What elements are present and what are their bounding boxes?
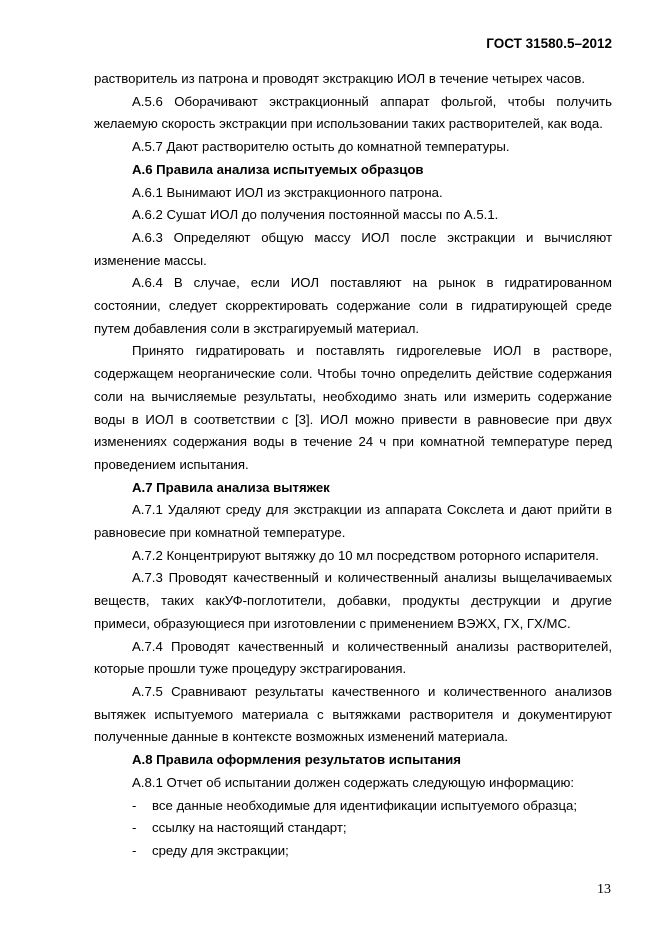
page-number: 13 (597, 882, 611, 897)
list-dash: - (132, 797, 137, 813)
list-item (94, 817, 612, 840)
paragraph: Принято гидратировать и поставлять гидрогелевые ИОЛ в растворе, содержащем неорганические соли. Чтобы точно определить действие содержания соли на вычисляемые результаты, необходимо знать или измерить содержание воды в ИОЛ в соответствии с [3]. ИОЛ можно привести в равновесие при двух изменениях содержания воды в течение 24 ч при комнатной температуре перед проведением испытания. (94, 343, 612, 472)
list-item-text: ссылку на настоящий стандарт; (152, 820, 347, 836)
paragraph: А.5.6 Оборачивают экстракционный аппарат фольгой, чтобы получить желаемую скорость экстракции при использовании таких растворителей, как вода. (94, 93, 612, 132)
paragraph: А.6.4 В случае, если ИОЛ поставляют на рынок в гидратированном состоянии, следует скорректировать содержание соли в гидратирующей среде путем добавления соли в экстрагируемый материал. (94, 275, 612, 336)
paragraph: А.7.1 Удаляют среду для экстракции из аппарата Сокслета и дают прийти в равновесие при комнатной температуре. (94, 502, 612, 541)
list-item-text: среду для экстракции; (152, 842, 289, 858)
paragraph: А.7.2 Концентрируют вытяжку до 10 мл посредством роторного испарителя. (132, 547, 599, 563)
list-dash: - (132, 820, 137, 836)
section-heading: А.8 Правила оформления результатов испытания (132, 752, 461, 768)
list-item-text: все данные необходимые для идентификации испытуемого образца; (152, 797, 577, 813)
paragraph: А.7.5 Сравнивают результаты качественного и количественного анализов вытяжек испытуемого материала с вытяжками растворителя и документируют полученные данные в контексте возможных изменений материала. (94, 683, 612, 745)
paragraph: растворитель из патрона и проводят экстракцию ИОЛ в течение четырех часов. (94, 71, 586, 86)
section-heading: А.6 Правила анализа испытуемых образцов (132, 161, 424, 177)
list-item (94, 840, 612, 863)
standard-header: ГОСТ 31580.5–2012 (486, 36, 612, 51)
paragraph: А.6.2 Сушат ИОЛ до получения постоянной массы по А.5.1. (132, 207, 499, 223)
section-heading: А.7 Правила анализа вытяжек (132, 479, 330, 495)
paragraph: А.8.1 Отчет об испытании должен содержать следующую информацию: (132, 774, 575, 790)
list-item (94, 795, 612, 818)
paragraph: А.6.3 Определяют общую массу ИОЛ после экстракции и вычисляют изменение массы. (94, 229, 612, 268)
paragraph: А.5.7 Дают растворителю остыть до комнатной температуры. (132, 139, 510, 155)
paragraph: А.6.1 Вынимают ИОЛ из экстракционного патрона. (132, 184, 443, 200)
paragraph: А.7.3 Проводят качественный и количественный анализы выщелачиваемых веществ, таких какУФ-поглотители, добавки, продукты деструкции и другие примеси, образующиеся при изготовлении с применением ВЭЖХ, ГХ, ГХ/МС. (94, 570, 612, 631)
paragraph: А.7.4 Проводят качественный и количественный анализы растворителей, которые прошли туже процедуру экстрагирования. (94, 638, 612, 677)
list-dash: - (132, 842, 137, 858)
document-body (94, 68, 612, 863)
